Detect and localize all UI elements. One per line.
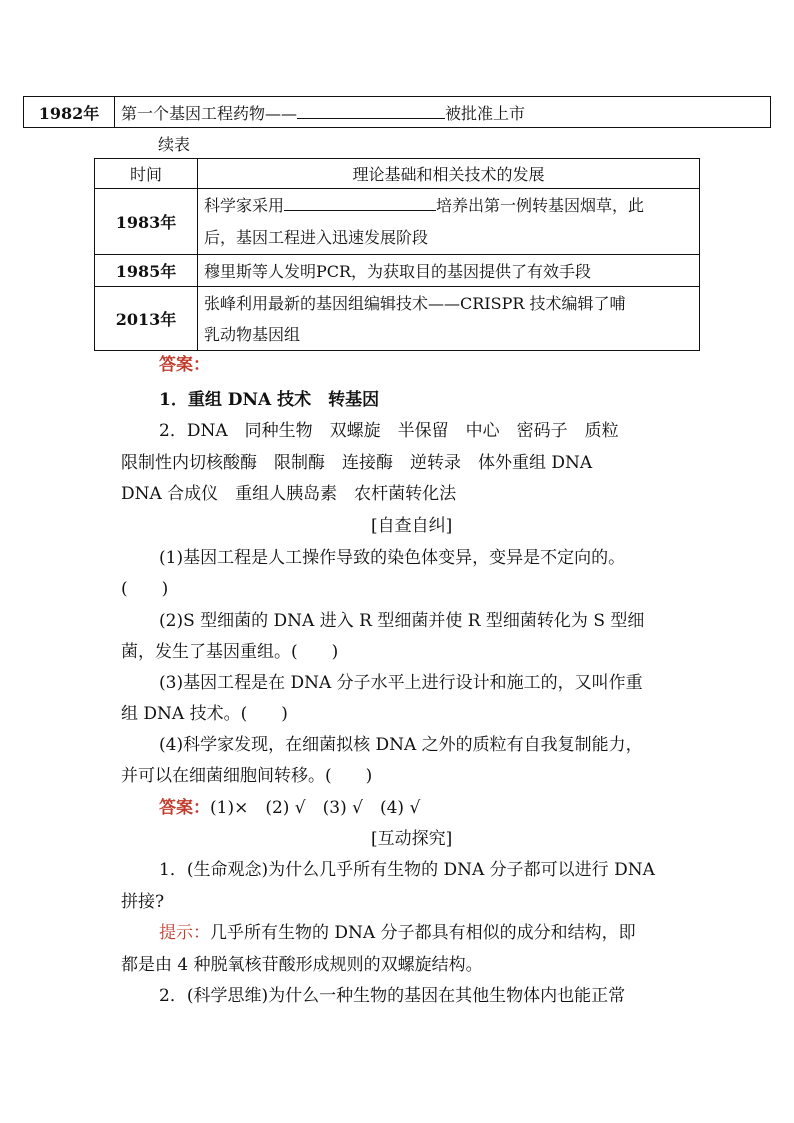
question-line: (3)基因工程是在 DNA 分子水平上进行设计和施工的，又叫作重 [159, 673, 643, 693]
question-line: ( ) [121, 579, 169, 599]
top-year-cell [24, 97, 115, 128]
row-line: 张峰利用最新的基因组编辑技术——CRISPR 技术编辑了哺 [204, 293, 626, 313]
fill-blank [284, 194, 436, 211]
inquiry-line: 1．(生命观念)为什么几乎所有生物的 DNA 分子都可以进行 DNA [159, 860, 655, 880]
row-content: 穆里斯等人发明PCR，为获取目的基因提供了有效手段 [198, 255, 700, 287]
top-year: 1982年 [38, 103, 100, 123]
row-text: 培养出第一例转基因烟草，此 [436, 195, 645, 215]
question-line: (2)S 型细菌的 DNA 进入 R 型细菌并使 R 型细菌转化为 S 型细 [159, 611, 645, 631]
row-year: 2013年 [95, 287, 198, 351]
hint-text: 几乎所有生物的 DNA 分子都具有相似的成分和结构，即 [210, 923, 636, 943]
answer-line: 2．DNA 同种生物 双螺旋 半保留 中心 密码子 质粒 [159, 421, 619, 441]
hint-row [159, 918, 636, 943]
row-year: 1983年 [95, 189, 198, 255]
row-text: 科学家采用 [204, 195, 285, 215]
continued-label: 续表 [158, 135, 191, 154]
answer-line: 限制性内切核酸酶 限制酶 连接酶 逆转录 体外重组 DNA [121, 453, 593, 473]
table-row [95, 255, 700, 287]
answer-row [159, 793, 420, 818]
row-line: 后，基因工程进入迅速发展阶段 [204, 227, 429, 247]
table-row [95, 287, 700, 351]
answer-label: 答案： [159, 355, 210, 375]
table-header-row [95, 159, 700, 189]
answer-line: 1．重组 DNA 技术 转基因 [159, 390, 380, 410]
hint-label: 提示： [159, 923, 210, 943]
section-title-self-check: [自查自纠] [371, 516, 453, 536]
row-line [204, 190, 693, 222]
question-line: 组 DNA 技术。( ) [121, 704, 288, 724]
header-development: 理论基础和相关技术的发展 [198, 159, 700, 189]
table-row [95, 189, 700, 255]
top-text-after: 被批准上市 [445, 103, 526, 123]
answer-line: DNA 合成仪 重组人胰岛素 农杆菌转化法 [121, 484, 457, 504]
top-content-cell [115, 97, 771, 128]
row-content [198, 287, 700, 351]
body-text [121, 350, 681, 1050]
top-table [23, 96, 771, 128]
section-title-inquiry: [互动探究] [371, 829, 453, 849]
question-line: (1)基因工程是人工操作导致的染色体变异，变异是不定向的。 [159, 548, 626, 568]
question-line: 菌，发生了基因重组。( ) [121, 642, 339, 662]
answer-label: 答案： [159, 798, 210, 818]
row-line: 乳动物基因组 [204, 324, 301, 344]
top-text-before: 第一个基因工程药物—— [121, 103, 298, 123]
answer-text: (1)× (2) √ (3) √ (4) √ [210, 798, 421, 818]
inquiry-line: 拼接? [121, 892, 165, 912]
history-table [94, 158, 700, 351]
inquiry-line: 2．(科学思维)为什么一种生物的基因在其他生物体内也能正常 [159, 986, 626, 1006]
hint-line: 都是由 4 种脱氧核苷酸形成规则的双螺旋结构。 [121, 955, 483, 975]
header-time: 时间 [95, 159, 198, 189]
row-year: 1985年 [95, 255, 198, 287]
row-content [198, 189, 700, 255]
fill-blank [297, 102, 445, 119]
question-line: 并可以在细菌细胞间转移。( ) [121, 766, 373, 786]
question-line: (4)科学家发现，在细菌拟核 DNA 之外的质粒有自我复制能力， [159, 735, 643, 755]
